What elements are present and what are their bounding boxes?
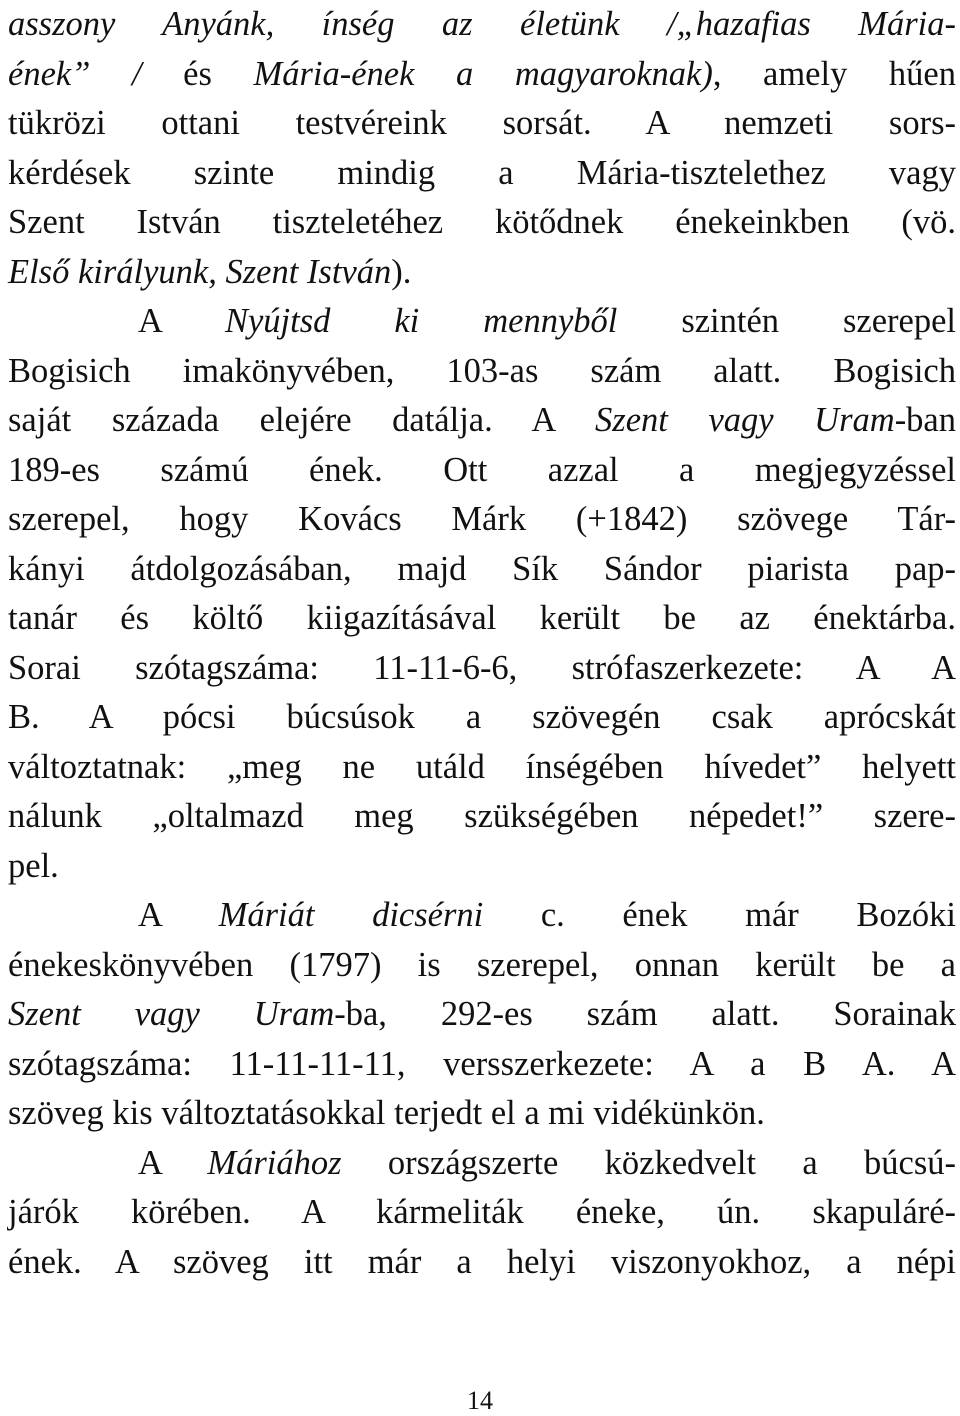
text-line: [8, 0, 956, 50]
text-run: -ba, 292-es szám alatt. Sorainak: [334, 995, 956, 1033]
text-line: [8, 891, 956, 941]
text-run: Máriához: [207, 1143, 342, 1182]
text-run: 189-es számú ének. Ott azzal a megjegyzéssel: [8, 450, 956, 489]
text-line: [8, 347, 956, 397]
text-run: pel.: [8, 846, 59, 885]
text-line: [8, 50, 956, 100]
text-run: , amely hűen: [712, 54, 956, 93]
text-run: ének. A szöveg itt már a helyi viszonyokhoz, a népi: [8, 1242, 956, 1281]
text-line: [8, 446, 956, 496]
text-line: [8, 644, 956, 694]
text-line: [8, 792, 956, 842]
text-run: kányi átdolgozásában, majd Sík Sándor piarista pap-: [8, 549, 956, 588]
text-run: és: [183, 54, 254, 93]
text-run: -ban: [894, 401, 956, 439]
text-line: [8, 495, 956, 545]
text-line: [8, 545, 956, 595]
text-line: [8, 990, 956, 1040]
text-run: Mária-ének a magyaroknak): [253, 54, 713, 93]
text-line: [8, 297, 956, 347]
text-run: tükrözi ottani testvéreink sorsát. A nemzeti sors-: [8, 104, 956, 142]
text-line: [8, 1089, 956, 1139]
text-run: járók körében. A kármeliták éneke, ún. skapuláré-: [8, 1193, 956, 1231]
text-run: szerepel, hogy Kovács Márk (+1842) szövege Tár-: [8, 500, 956, 538]
text-run: országszerte közkedvelt a búcsú-: [341, 1143, 956, 1182]
text-line: [8, 1238, 956, 1288]
text-run: A: [138, 302, 225, 340]
text-line: [8, 941, 956, 991]
text-run: A: [138, 1143, 208, 1182]
text-run: Szent István tiszteletéhez kötődnek énekeinkben (vö.: [8, 203, 956, 241]
text-run: asszony Anyánk, ínség az életünk /„hazafias Mária-: [8, 5, 956, 43]
text-line: [8, 693, 956, 743]
text-line: [8, 1188, 956, 1238]
text-line: [8, 396, 956, 446]
text-line: [8, 198, 956, 248]
text-line: [8, 1139, 956, 1189]
text-run: tanár és költő kiigazításával került be az énektárba.: [8, 599, 956, 637]
text-run: c. ének már Bozóki: [483, 896, 957, 934]
text-line: [8, 743, 956, 793]
text-run: Első királyunk, Szent István: [8, 252, 392, 291]
text-run: nálunk „oltalmazd meg szükségében népedet!” szere-: [8, 797, 956, 835]
body-text: [8, 0, 956, 1287]
text-run: szöveg kis változtatásokkal terjedt el a mi vidékünkön.: [8, 1094, 765, 1132]
page-number: 14: [467, 1386, 493, 1415]
text-run: Bogisich imakönyvében, 103-as szám alatt. Bogisich: [8, 351, 956, 390]
text-run: ).: [391, 252, 412, 291]
text-line: [8, 99, 956, 149]
text-run: változtatnak: „meg ne utáld ínségében hívedet” helyett: [8, 747, 956, 786]
text-run: saját százada elejére datálja. A: [8, 401, 596, 439]
text-run: énekeskönyvében (1797) is szerepel, onnan került be a: [8, 945, 956, 984]
text-run: B. A pócsi búcsúsok a szövegén csak aprócskát: [8, 698, 956, 736]
text-run: A: [138, 896, 219, 934]
text-run: Nyújtsd ki mennyből: [224, 302, 618, 340]
text-line: [8, 842, 956, 892]
text-run: Szent vagy Uram: [595, 401, 895, 439]
text-run: Sorai szótagszáma: 11-11-6-6, strófaszerkezete: A A: [8, 648, 956, 687]
text-run: szótagszáma: 11-11-11-11, versszerkezete: A a B A. A: [8, 1044, 956, 1083]
text-run: kérdések szinte mindig a Mária-tisztelethez vagy: [8, 153, 956, 192]
text-line: [8, 149, 956, 199]
text-line: [8, 1040, 956, 1090]
text-run: Máriát dicsérni: [218, 896, 484, 934]
text-line: [8, 594, 956, 644]
text-run: szintén szerepel: [617, 302, 957, 340]
text-run: ének” /: [8, 54, 184, 93]
text-run: Szent vagy Uram: [8, 995, 335, 1033]
text-line: [8, 248, 956, 298]
